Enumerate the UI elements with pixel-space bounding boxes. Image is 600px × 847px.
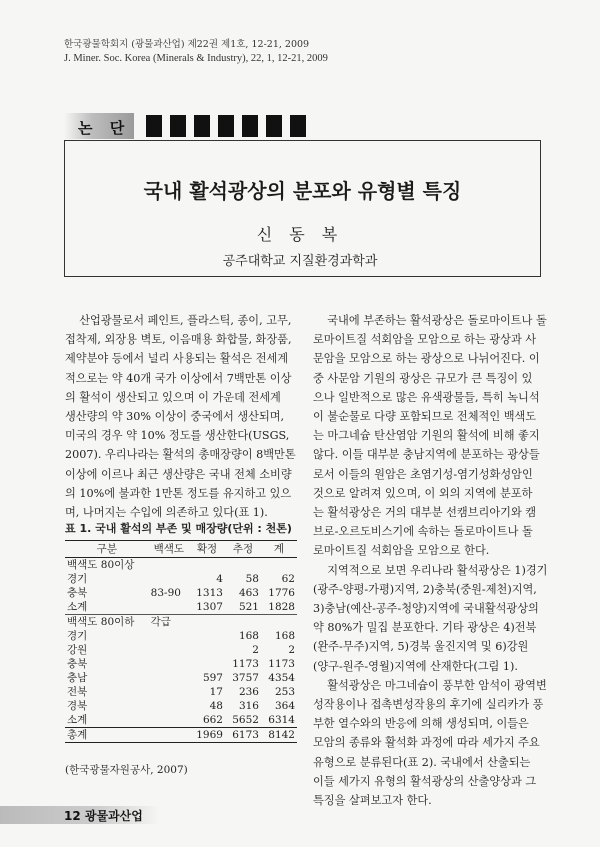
table-cell: 전북 [67,686,88,698]
right-column-text [313,311,547,810]
table-cell: 6314 [268,714,295,726]
table-cell: 521 [238,601,259,613]
left-column-text [65,311,297,522]
author-affiliation: 공주대학교 지질환경과학과 [222,254,378,269]
table-cell [149,685,189,699]
table-row [65,572,297,586]
table-cell [149,572,189,586]
table-cell [189,615,225,630]
table-cell: 강원 [67,644,88,656]
table-cell: 각급 [149,615,189,630]
text-line: 생산량의 약 30% 이상이 중국에서 생산되며, [65,410,285,424]
text-line: 모암의 종류와 활석화 과정에 따라 세가지 주요 [313,736,540,750]
text-line: 로서 이들의 원암은 초염기성-염기성화성암인 [313,467,533,481]
table-cell: 백색도 80이상 [67,559,135,571]
table-cell: 168 [238,630,259,642]
table-cell: 충북 [67,658,88,670]
text-line: 는 활석광상은 거의 대부분 선캠브리아기와 캠 [313,506,537,520]
table-cell: 253 [274,686,295,698]
table-cell: 17 [209,686,223,698]
band-square [290,115,306,137]
table-cell: 소계 [67,714,88,726]
journal-header-line2: J. Miner. Soc. Korea (Minerals & Industry), 22, 1, 12-21, 2009 [64,53,328,64]
table-cell: 8142 [261,728,297,743]
table-row [65,586,297,600]
table-cell [189,558,225,573]
table-cell: 662 [202,714,223,726]
text-line: 의 활석이 생산되고 있으며 이 가운데 전세계 [65,390,281,404]
table-cell [149,558,189,573]
text-line: (광주-양평-가평)지역, 2)충북(중원-제천)지역, [313,582,537,596]
table-caption: 표 1. 국내 활석의 부존 및 매장량(단위 : 천톤) [65,522,292,535]
table-row [65,657,297,671]
text-line: 로마이트질 석회암을 모암으로 한다. [313,544,490,558]
table-cell [189,657,225,671]
text-line: (완주-무주)지역, 5)경북 울진지역 및 6)강원 [313,640,529,654]
table-cell: 83-90 [150,587,181,599]
table-cell [149,713,189,728]
text-line: 며, 나머지는 수입에 의존하고 있다(표 1). [65,506,268,520]
text-line: 이상에 이르나 최근 생산량은 국내 전체 소비량 [65,467,292,481]
text-line: 약 80%가 밀집 분포한다. 기타 광상은 4)전북 [313,621,537,635]
table-header-cell: 계 [261,541,297,558]
table-cell: 1313 [196,587,223,599]
table-header-row [65,541,297,558]
table-cell: 1969 [189,728,225,743]
table-row [65,728,297,743]
text-line: 성작용이나 접촉변성작용의 후기에 실리카가 풍 [313,698,544,712]
text-line: 3)충남(예산-공주-청양)지역에 국내활석광상의 [313,602,539,616]
table-cell [149,600,189,615]
text-line: 의 10%에 불과한 1만톤 정도를 유지하고 있으 [65,486,292,500]
author-name: 신 동 복 [256,225,344,244]
table-source: (한국광물자원공사, 2007) [65,764,188,776]
table-cell [225,615,261,630]
band-square [218,115,234,137]
text-line: 문암을 모암으로 하는 광상으로 나뉘어진다. 이 [313,352,540,366]
table-cell: 48 [209,700,223,712]
article-title: 국내 활석광상의 분포와 유형별 특징 [143,179,462,203]
table-header-cell: 구분 [65,541,149,558]
text-line: 이 불순물로 다량 포함되므로 전체적인 백색도 [313,410,537,424]
table-cell [149,657,189,671]
band-square [242,115,258,137]
table-cell: 316 [238,700,259,712]
table-cell: 소계 [67,601,88,613]
table-header-cell: 확정 [189,541,225,558]
table-row [65,685,297,699]
table-cell [189,629,225,643]
table-cell [149,629,189,643]
table-cell: 경기 [67,573,88,585]
table-cell: 4 [216,573,223,585]
table-cell: 4354 [268,672,295,684]
table-cell: 1828 [268,601,295,613]
section-band [64,113,314,139]
table-cell: 충남 [67,672,88,684]
text-line: 활석광상은 마그네슘이 풍부한 암석이 광역변 [313,678,547,692]
table-cell: 236 [238,686,259,698]
text-line: 적으로는 약 40개 국가 이상에서 7백만톤 이상 [65,371,292,385]
table-cell [149,671,189,685]
table-cell [261,615,297,630]
table-row [65,558,297,573]
text-line: 브로-오르도비스기에 속하는 돌로마이트나 돌 [313,525,533,539]
text-line: 으나 일반적으로 많은 유색광물들, 특히 녹니석 [313,390,540,404]
text-line: (양구-원주-영월)지역에 산재한다(그림 1). [313,659,518,673]
table-cell: 2 [288,644,295,656]
table-cell: 597 [202,672,223,684]
table-cell [225,558,261,573]
text-line: 특징을 살펴보고자 한다. [313,794,432,808]
table-cell: 경북 [67,700,88,712]
journal-header-line1: 한국광물학회지 (광물과산업) 제22권 제1호, 12-21, 2009 [64,39,310,50]
table-cell: 6173 [225,728,261,743]
section-label: 논 단 [78,119,131,137]
table-row [65,643,297,657]
table-cell [261,558,297,573]
text-line: 제약분야 등에서 널리 사용되는 활석은 전세계 [65,352,289,366]
text-line: 부한 열수와의 반응에 의해 생성되며, 이들은 [313,717,529,731]
journal-header [64,38,328,66]
table-cell: 58 [245,573,259,585]
talc-reserves-table [65,540,297,743]
text-line: 국내에 부존하는 활석광상은 돌로마이트나 돌 [313,314,547,327]
table-cell: 364 [274,700,295,712]
table-row [65,671,297,685]
text-line: 중 사문암 기원의 광상은 규모가 큰 특징이 있 [313,371,533,385]
table-cell [149,699,189,713]
text-line: 유형으로 분류된다(표 2). 국내에서 산출되는 [313,755,531,769]
band-square [146,115,162,137]
table-cell [149,728,189,743]
band-square [170,115,186,137]
table-cell: 463 [238,587,259,599]
table-cell: 3757 [232,672,259,684]
text-line: 2007). 우리나라는 활석의 총매장량이 8백만톤 [65,448,296,462]
table-cell [149,643,189,657]
band-square [194,115,210,137]
table-cell: 62 [281,573,295,585]
table-cell: 총계 [65,728,149,743]
text-line: 로마이트질 석회암을 모암으로 하는 광상과 사 [313,333,537,347]
text-line: 이들 세가지 유형의 활석광상의 산출양상과 그 [313,774,537,788]
page-footer: 12 광물과산업 [64,809,143,823]
table-header-cell: 백색도 [149,541,189,558]
text-line: 것으로 알려져 있으며, 이 외의 지역에 분포하 [313,486,533,500]
text-line: 않다. 이들 대부분 충남지역에 분포하는 광상들 [313,448,540,462]
table-cell: 5652 [232,714,259,726]
table-cell: 1776 [268,587,295,599]
table-row [65,629,297,643]
table-header-cell: 추정 [225,541,261,558]
table-cell: 1173 [268,658,295,670]
table-row [65,600,297,615]
text-line: 접착제, 외장용 벽토, 이음매용 화합물, 화장품, [65,333,292,347]
table-cell: 2 [252,644,259,656]
table-cell: 168 [274,630,295,642]
table-row [65,713,297,728]
text-line: 지역적으로 보면 우리나라 활석광상은 1)경기 [313,563,547,577]
band-square [266,115,282,137]
text-line: 는 마그네슘 탄산염암 기원의 활석에 비해 좋지 [313,429,540,443]
table-cell: 충북 [67,587,88,599]
table-cell: 백색도 80이하 [65,615,149,630]
text-line: 산업광물로서 페인트, 플라스틱, 종이, 고무, [65,314,292,327]
table-row [65,615,297,630]
table-cell [189,643,225,657]
table-cell: 1173 [232,658,259,670]
table-cell: 경기 [67,630,88,642]
text-line: 미국의 경우 약 10% 정도를 생산한다(USGS, [65,429,290,443]
table-cell: 1307 [196,601,223,613]
table-row [65,699,297,713]
